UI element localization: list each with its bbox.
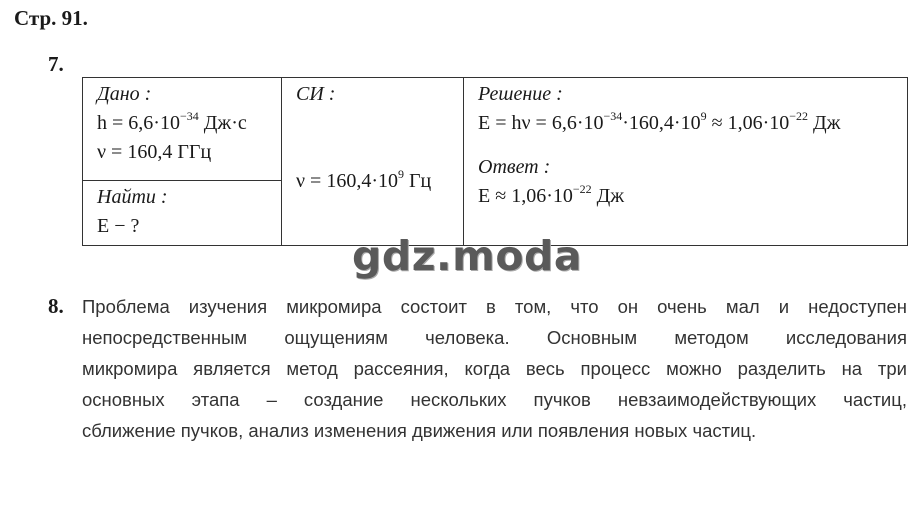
task-8-number: 8. bbox=[48, 294, 64, 318]
watermark-logo: gdz.moda bbox=[352, 232, 583, 280]
task-8-line: сближение пучков, анализ изменения движения или появления новых частиц. bbox=[82, 420, 757, 441]
task-8-line: микромира является метод рассеяния, когда весь процесс можно разделить на три bbox=[82, 358, 907, 379]
task-8-line: основных этапа – создание нескольких пучков невзаимодействующих частиц, bbox=[82, 389, 907, 410]
si-heading: СИ : bbox=[296, 83, 336, 105]
find-heading: Найти : bbox=[97, 186, 168, 208]
task-8-answer-text bbox=[82, 291, 907, 446]
page-number-label: Стр. 91. bbox=[14, 6, 88, 30]
task-8-line: Проблема изучения микромира состоит в том, что он очень мал и недоступен bbox=[82, 296, 907, 317]
find-quantity: E − ? bbox=[97, 215, 140, 237]
task-7-solution-table bbox=[82, 77, 908, 246]
given-planck-constant: $h = 6,6\cdot 10^{-34}$ Дж·с bbox=[97, 109, 247, 134]
si-cell bbox=[282, 78, 464, 246]
answer-heading: Ответ : bbox=[478, 156, 551, 178]
solution-heading: Решение : bbox=[478, 83, 563, 105]
task-7-number: 7. bbox=[48, 52, 64, 76]
task-8-line: непосредственным ощущениям человека. Основным методом исследования bbox=[82, 327, 907, 348]
answer-formula: $E \approx 1,06\cdot 10^{-22}$ Дж bbox=[478, 182, 625, 207]
solution-cell bbox=[464, 78, 908, 246]
given-cell bbox=[83, 78, 282, 181]
find-cell bbox=[83, 181, 282, 246]
si-frequency: $\nu = 160,4\cdot 10^9$ Гц bbox=[296, 167, 432, 192]
given-heading: Дано : bbox=[97, 83, 152, 105]
given-frequency: ν = 160,4 ГГц bbox=[97, 141, 212, 163]
solution-formula: $E = h\nu = 6,6\cdot 10^{-34}\cdot 160,4\cdot 10^9 \approx 1,06\cdot 10^{-22}$ Дж bbox=[478, 109, 841, 134]
